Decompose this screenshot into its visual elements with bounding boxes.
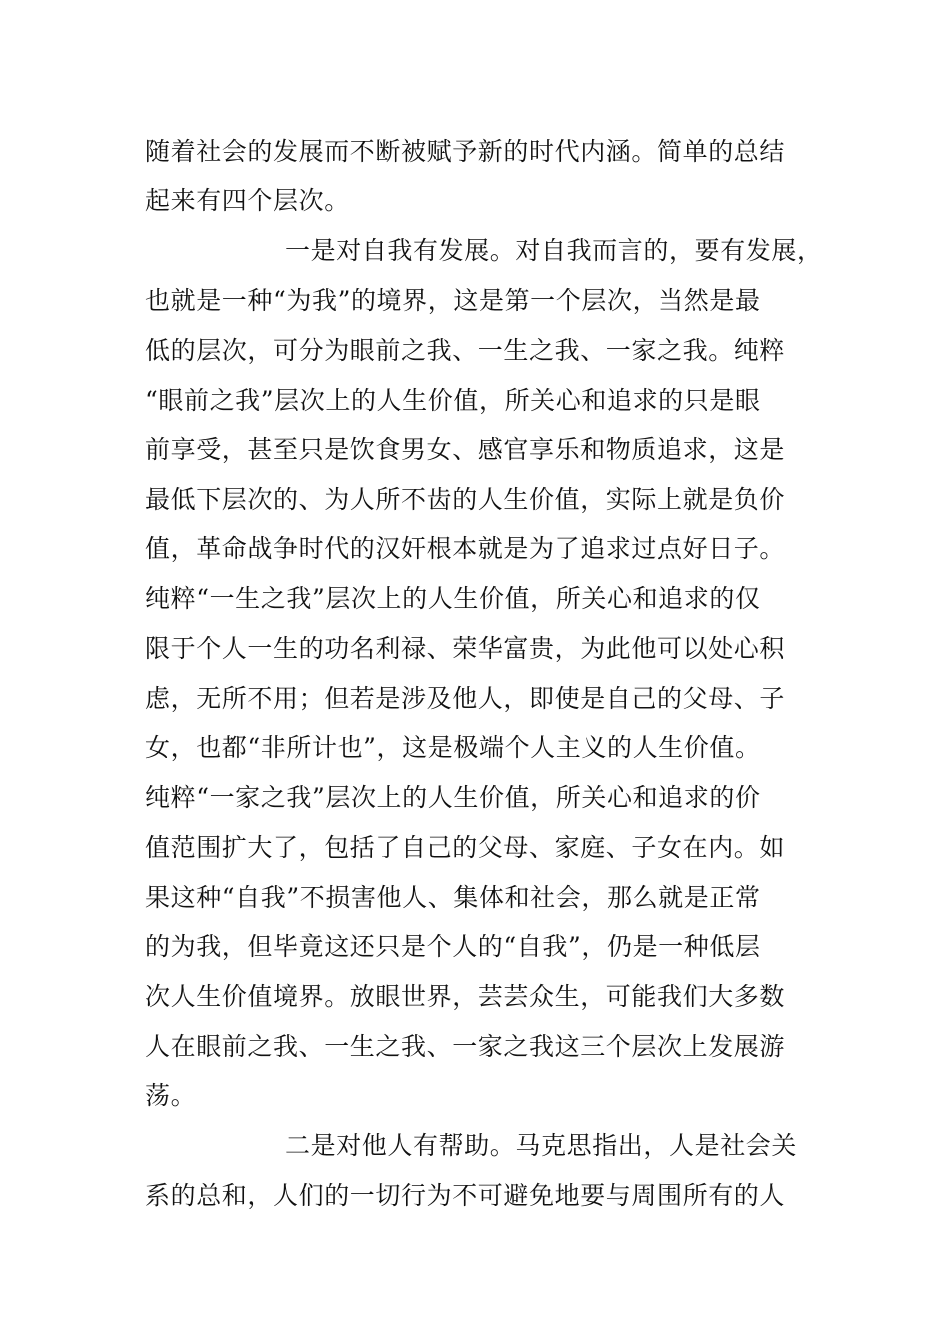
text-line: 女，也都“非所计也”，这是极端个人主义的人生价值。 [145, 733, 761, 762]
paragraph-first-line: 二是对他人有帮助。马克思指出，人是社会关 [285, 1131, 798, 1160]
text-line: 值，革命战争时代的汉奸根本就是为了追求过点好日子。 [145, 534, 786, 563]
text-line: 前享受，甚至只是饮食男女、感官享乐和物质追求，这是 [145, 435, 786, 464]
text-line: 也就是一种“为我”的境界，这是第一个层次，当然是最 [145, 286, 761, 315]
text-line: 纯粹“一家之我”层次上的人生价值，所关心和追求的价 [145, 783, 761, 812]
text-line: 低的层次，可分为眼前之我、一生之我、一家之我。纯粹 [145, 336, 786, 365]
text-line: 的为我，但毕竟这还只是个人的“自我”，仍是一种低层 [145, 932, 761, 961]
paragraph-first-line: 一是对自我有发展。对自我而言的，要有发展， [285, 236, 823, 265]
text-line: 次人生价值境界。放眼世界，芸芸众生，可能我们大多数 [145, 982, 786, 1011]
text-line: 荡。 [145, 1081, 197, 1110]
text-line: 起来有四个层次。 [145, 186, 350, 215]
text-line: 随着社会的发展而不断被赋予新的时代内涵。简单的总结 [145, 137, 786, 166]
text-line: 果这种“自我”不损害他人、集体和社会，那么就是正常 [145, 883, 761, 912]
text-line: 系的总和，人们的一切行为不可避免地要与周围所有的人 [145, 1181, 786, 1210]
text-line: 虑，无所不用；但若是涉及他人，即使是自己的父母、子 [145, 684, 786, 713]
text-line: “眼前之我”层次上的人生价值，所关心和追求的只是眼 [145, 386, 761, 415]
text-line: 人在眼前之我、一生之我、一家之我这三个层次上发展游 [145, 1032, 786, 1061]
text-line: 值范围扩大了，包括了自己的父母、家庭、子女在内。如 [145, 833, 786, 862]
text-line: 限于个人一生的功名利禄、荣华富贵，为此他可以处心积 [145, 634, 786, 663]
text-line: 最低下层次的、为人所不齿的人生价值，实际上就是负价 [145, 485, 786, 514]
text-line: 纯粹“一生之我”层次上的人生价值，所关心和追求的仅 [145, 584, 761, 613]
